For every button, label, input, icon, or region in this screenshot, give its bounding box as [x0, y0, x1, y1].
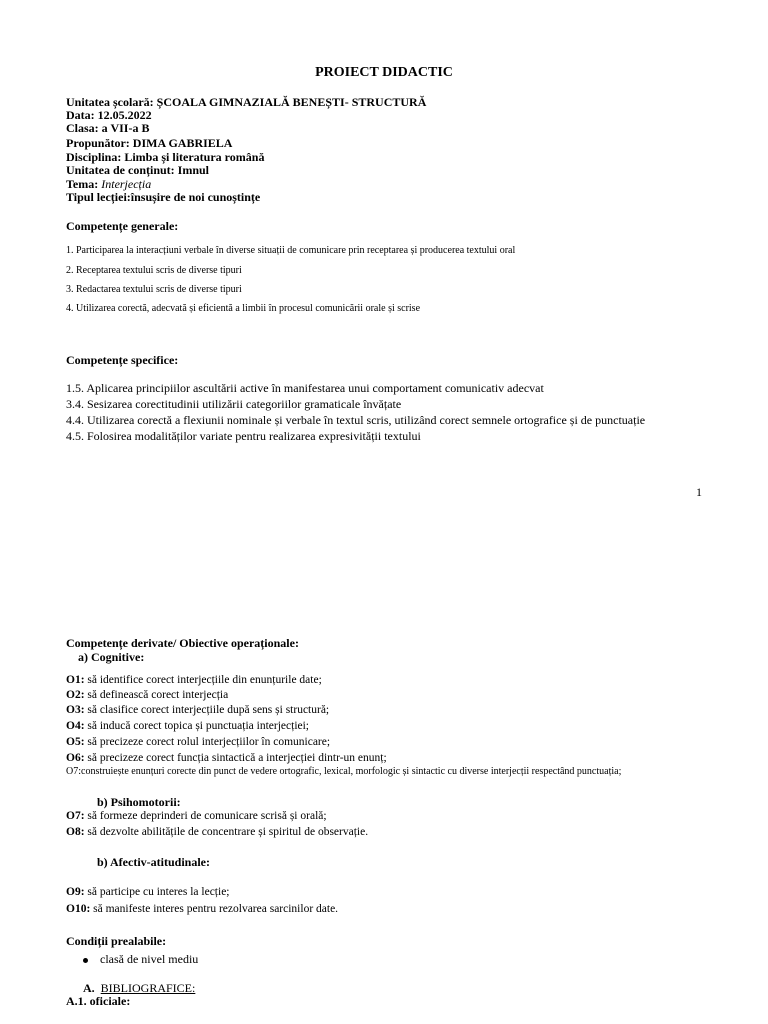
general-competence-item: 1. Participarea la interacțiuni verbale în diverse situații de comunicare prin receptarea și producerea textului oral [66, 245, 516, 256]
specific-competence-item: 4.5. Folosirea modalităților variate pentru realizarea expresivității textului [66, 429, 421, 443]
general-competence-item: 3. Redactarea textului scris de diverse tipuri [66, 284, 242, 295]
specific-competence-item: 4.4. Utilizarea corectă a flexiunii nominale și verbale în textul scris, utilizând corect semnele ortografice și de punctuație [66, 413, 646, 427]
cognitive-heading: a) Cognitive: [78, 650, 145, 664]
objective-line: O4: să inducă corect topica și punctuația interjecției; [66, 720, 310, 732]
header-line-lesson-type: Tipul lecției:însușire de noi cunoștințe [66, 190, 261, 204]
objective-line-o7: O7:construiește enunțuri corecte din punct de vedere ortografic, lexical, morfologic și sintactic cu diverse interjecții respectând punctuația; [66, 766, 622, 777]
general-competence-item: 4. Utilizarea corectă, adecvată și eficientă a limbii în procesul comunicării orale și scrise [66, 303, 421, 314]
objective-line: O7: să formeze deprinderi de comunicare scrisă și orală; [66, 810, 327, 822]
header-line-discipline: Disciplina: Limba și literatura română [66, 150, 265, 164]
page-number: 1 [696, 485, 702, 499]
objective-line: O1: să identifice corect interjecțiile din enunțurile date; [66, 674, 322, 686]
specific-competence-item: 3.4. Sesizarea corectitudinii utilizării categoriilor gramaticale învățate [66, 397, 402, 411]
objectives-heading: Competențe derivate/ Obiective operaționale: [66, 636, 299, 650]
header-line-teacher: Propunător: DIMA GABRIELA [66, 136, 233, 150]
bibliography-subheading: A.1. oficiale: [66, 994, 131, 1008]
prerequisite-item: clasă de nivel mediu [83, 952, 198, 967]
header-line-date: Data: 12.05.2022 [66, 108, 152, 122]
objective-line: O8: să dezvolte abilitățile de concentrare și spiritul de observație. [66, 826, 369, 838]
objective-line: O2: să definească corect interjecția [66, 689, 229, 701]
objective-line: O9: să participe cu interes la lecție; [66, 886, 230, 898]
header-line-school: Unitatea școlară: ȘCOALA GIMNAZIALĂ BENEȘTI- STRUCTURĂ [66, 95, 427, 109]
bullet-icon [83, 958, 88, 963]
specific-competence-item: 1.5. Aplicarea principiilor ascultării active în manifestarea unui comportament comunicativ adecvat [66, 381, 544, 395]
header-line-class: Clasa: a VII-a B [66, 121, 150, 135]
psychomotor-heading: b) Psihomotorii: [97, 795, 181, 809]
objective-line: O3: să clasifice corect interjecțiile după sens și structură; [66, 704, 330, 716]
objective-line: O5: să precizeze corect rolul interjecțiilor în comunicare; [66, 736, 331, 748]
header-line-unit: Unitatea de conținut: Imnul [66, 163, 210, 177]
bibliography-heading: A. BIBLIOGRAFICE: [83, 981, 196, 995]
prerequisites-heading: Condiții prealabile: [66, 934, 167, 948]
objective-line: O10: să manifeste interes pentru rezolvarea sarcinilor date. [66, 903, 339, 915]
document-title: PROIECT DIDACTIC [315, 65, 453, 80]
general-competences-heading: Competențe generale: [66, 219, 179, 233]
general-competence-item: 2. Receptarea textului scris de diverse tipuri [66, 265, 242, 276]
header-line-theme: Tema: Interjecția [66, 177, 152, 191]
objective-line: O6: să precizeze corect funcția sintactică a interjecției dintr-un enunț; [66, 752, 387, 764]
specific-competences-heading: Competențe specifice: [66, 353, 179, 367]
affective-heading: b) Afectiv-atitudinale: [97, 855, 210, 869]
